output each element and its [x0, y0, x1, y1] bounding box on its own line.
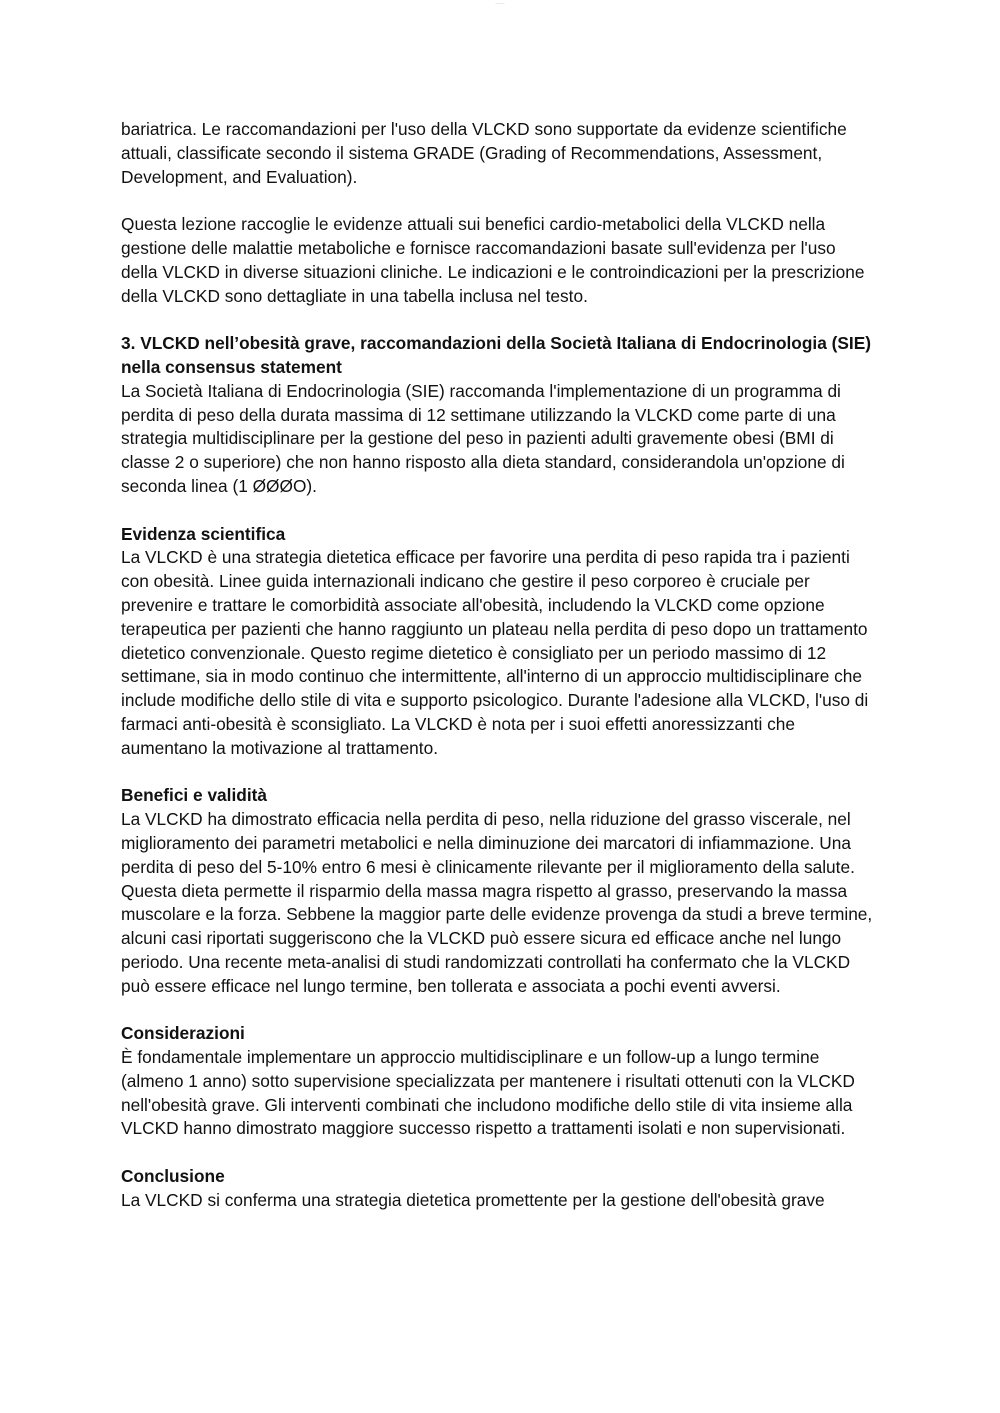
- paragraph-spacer: [121, 998, 873, 1022]
- intro-paragraph-1: bariatrica. Le raccomandazioni per l'uso della VLCKD sono supportate da evidenze scientifiche attuali, classificate secondo il sistema GRADE (Grading of Recommendations, Assessment, Development, and Evaluation).: [121, 119, 847, 187]
- considerazioni-heading: Considerazioni: [121, 1023, 245, 1044]
- intro-paragraph-2: Questa lezione raccoglie le evidenze attuali sui benefici cardio-metabolici della VLCKD nella gestione delle malattie metaboliche e fornisce raccomandazioni basate sull'evidenza per l'uso della VLCKD in diverse situazioni cliniche. Le indicazioni e le controindicazioni per la prescrizione della VLCKD sono dettagliate in una tabella inclusa nel testo.: [121, 214, 865, 306]
- paragraph-spacer: [121, 1141, 873, 1165]
- section-3-paragraph: La Società Italiana di Endocrinologia (SIE) raccomanda l'implementazione di un programma di perdita di peso della durata massima di 12 settimane utilizzando la VLCKD come parte di una strategia multidisciplinare per la gestione del peso in pazienti adulti gravemente obesi (BMI di classe 2 o superiore) che non hanno risposto alla dieta standard, considerandola un'opzione di seconda linea (1 ØØØO).: [121, 380, 845, 496]
- conclusione-heading: Conclusione: [121, 1166, 225, 1187]
- benefici-paragraph: La VLCKD ha dimostrato efficacia nella perdita di peso, nella riduzione del grasso viscerale, nel miglioramento dei parametri metabolici e nella diminuzione dei marcatori di infiammazione. Una perdita di peso del 5-10% entro 6 mesi è clinicamente rilevante per il miglioramento della salute. Questa dieta permette il risparmio della massa magra rispetto al grasso, preservando la massa muscolare e la forza. Sebbene la maggior parte delle evidenze provenga da studi a breve termine, alcuni casi riportati suggeriscono che la VLCKD può essere sicura ed efficace anche nel lungo periodo. Una recente meta-analisi di studi randomizzati controllati ha confermato che la VLCKD può essere efficace nel lungo termine, ben tollerata e associata a pochi eventi avversi.: [121, 809, 873, 996]
- paragraph-spacer: [121, 308, 873, 332]
- evidenza-heading: Evidenza scientifica: [121, 523, 286, 544]
- conclusione-paragraph: La VLCKD si conferma una strategia dietetica promettente per la gestione dell'obesità grave: [121, 1189, 825, 1210]
- benefici-heading: Benefici e validità: [121, 785, 267, 806]
- paragraph-spacer: [121, 499, 873, 523]
- header-mark: ———: [495, 1, 505, 5]
- paragraph-spacer: [121, 189, 873, 213]
- considerazioni-paragraph: È fondamentale implementare un approccio multidisciplinare e un follow-up a lungo termine (almeno 1 anno) sotto supervisione specializzata per mantenere i risultati ottenuti con la VLCKD nell'obesità grave. Gli interventi combinati che includono modifiche dello stile di vita insieme alla VLCKD hanno dimostrato maggiore successo rispetto a trattamenti isolati e non supervisionati.: [121, 1047, 855, 1139]
- evidenza-paragraph: La VLCKD è una strategia dietetica efficace per favorire una perdita di peso rapida tra i pazienti con obesità. Linee guida internazionali indicano che gestire il peso corporeo è cruciale per prevenire e trattare le comorbidità associate all'obesità, includendo la VLCKD come opzione terapeutica per pazienti che hanno raggiunto un plateau nella perdita di peso dopo un trattamento dietetico convenzionale. Questo regime dietetico è consigliato per un periodo massimo di 12 settimane, sia in modo continuo che intermittente, all'interno di un approccio multidisciplinare che include modifiche dello stile di vita e supporto psicologico. Durante l'adesione alla VLCKD, l'uso di farmaci anti-obesità è sconsigliato. La VLCKD è nota per i suoi effetti anoressizzanti che aumentano la motivazione al trattamento.: [121, 547, 869, 758]
- section-3-heading: 3. VLCKD nell’obesità grave, raccomandazioni della Società Italiana di Endocrinologia (SIE) nella consensus statement: [121, 333, 871, 377]
- paragraph-spacer: [121, 761, 873, 785]
- document-body: [121, 118, 873, 1213]
